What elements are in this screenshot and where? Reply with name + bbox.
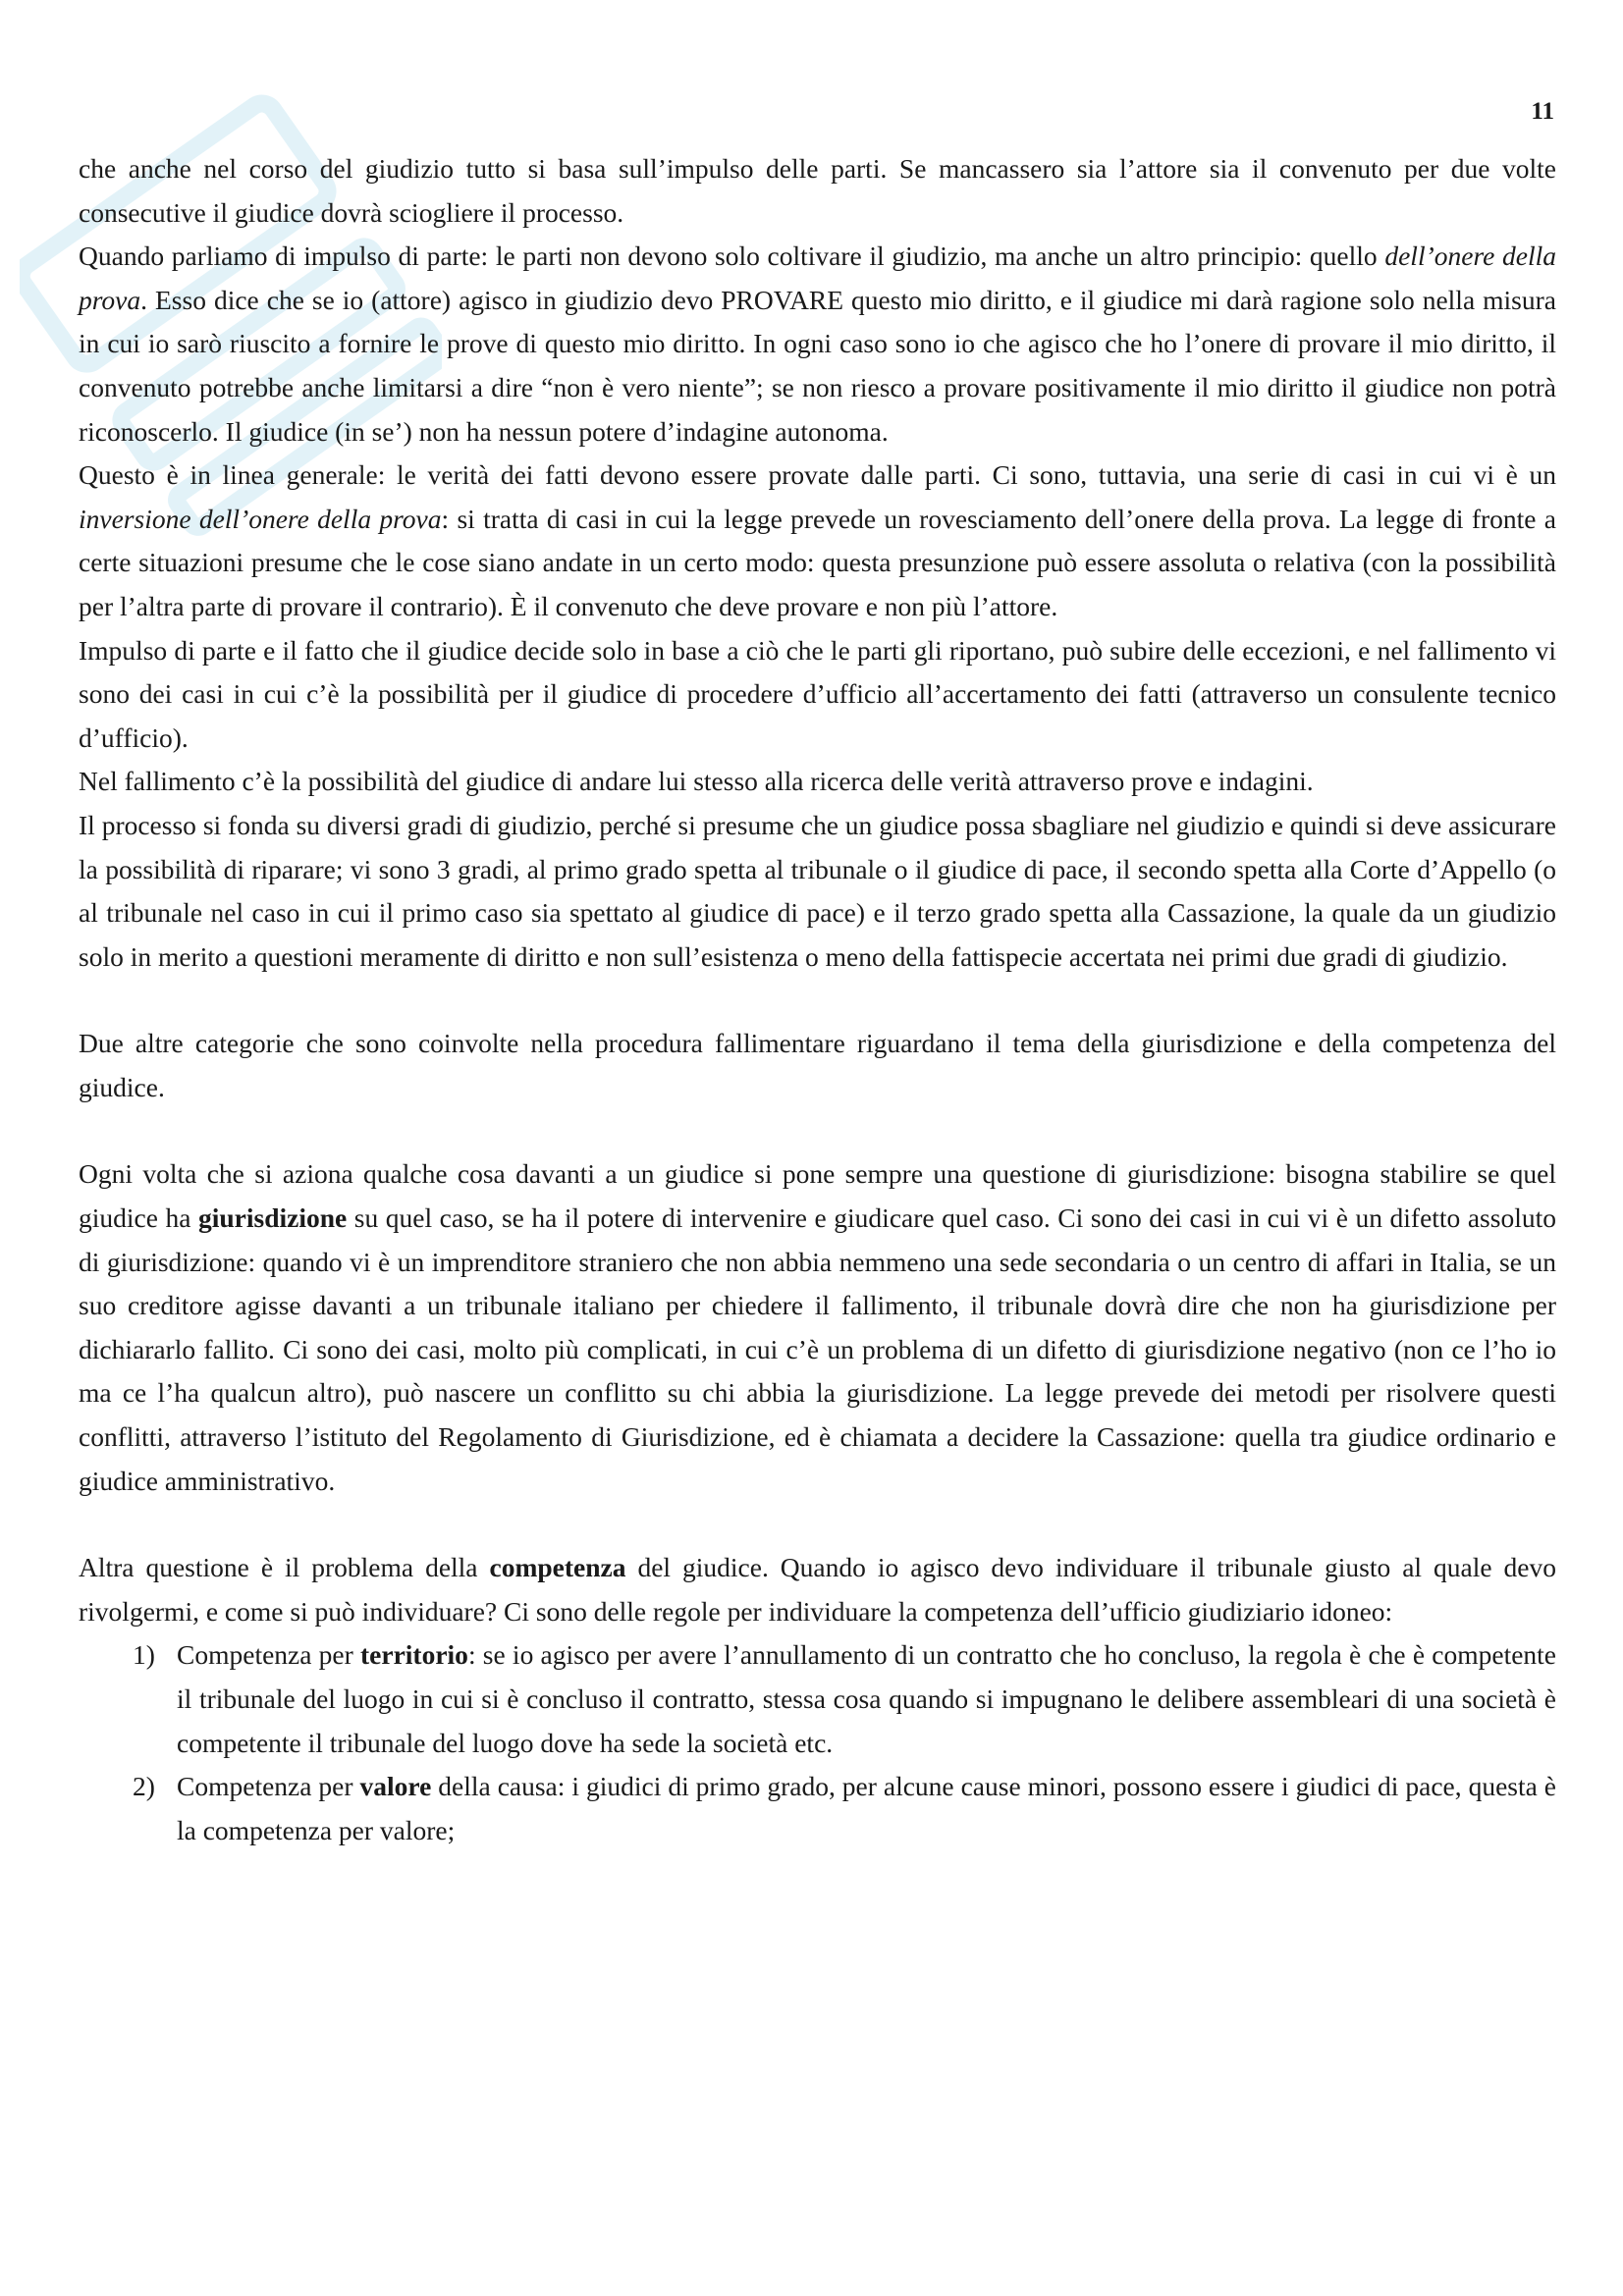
list-text: Competenza per xyxy=(177,1771,360,1802)
paragraph-text: Questo è in linea generale: le verità dei fatti devono essere provate dalle parti. Ci sono, tuttavia, una serie di casi in cui vi è un xyxy=(79,459,1556,491)
list-item xyxy=(79,1633,1556,1765)
paragraph xyxy=(79,235,1556,454)
paragraph: Nel fallimento c’è la possibilità del giudice di andare lui stesso alla ricerca delle verità attraverso prove e indagini. xyxy=(79,766,1314,797)
paragraph xyxy=(79,1152,1556,1503)
paragraph-text: su quel caso, se ha il potere di intervenire e giudicare quel caso. Ci sono dei casi in cui vi è un difetto assoluto di giurisdizione: quando vi è un imprenditore straniero che non abbia nemmeno una sede secondaria o un centro di affari in Italia, se un suo creditore agisse davanti a un tribunale italiano per chiedere il fallimento, il tribunale dovrà dire che non ha giurisdizione per dichiararlo fallito. Ci sono dei casi, molto più complicati, in cui c’è un problema di un difetto di giurisdizione negativo (non ce l’ho io ma ce l’ha qualcun altro), può nascere un conflitto su chi abbia la giurisdizione. La legge prevede dei metodi per risolvere questi conflitti, attraverso l’istituto del Regolamento di Giurisdizione, ed è chiamata a decidere la Cassazione: quella tra giudice ordinario e giudice amministrativo. xyxy=(79,1202,1556,1496)
paragraph: Impulso di parte e il fatto che il giudice decide solo in base a ciò che le parti gli riportano, può subire delle eccezioni, e nel fallimento vi sono dei casi in cui c’è la possibilità per il giudice di procedere d’ufficio all’accertamento dei fatti (attraverso un consulente tecnico d’ufficio). xyxy=(79,634,1556,753)
list-number: 2) xyxy=(133,1771,155,1802)
term-competenza: competenza xyxy=(489,1552,626,1583)
paragraph-text: . Esso dice che se io (attore) agisco in giudizio devo PROVARE questo mio diritto, e il giudice mi darà ragione solo nella misura in cui io sarò riuscito a fornire le prove di questo mio diritto. In ogni caso sono io che agisco che ho l’onere di provare il mio diritto, il convenuto potrebbe anche limitarsi a dire “non è vero niente”; se non riesco a provare positivamente il mio diritto il giudice non potrà riconoscerlo. Il giudice (in se’) non ha nessun potere d’indagine autonoma. xyxy=(79,284,1556,447)
list-number: 1) xyxy=(133,1639,155,1671)
competence-list xyxy=(79,1633,1556,1852)
paragraph: Il processo si fonda su diversi gradi di giudizio, perché si presume che un giudice possa sbagliare nel giudizio e quindi si deve assicurare la possibilità di riparare; vi sono 3 gradi, al primo grado spetta al tribunale o il giudice di pace, il secondo spetta alla Corte d’Appello (o al tribunale nel caso in cui il primo caso sia spettato al giudice di pace) e il terzo grado spetta alla Cassazione, la quale da un giudizio solo in merito a questioni meramente di diritto e non sull’esistenza o meno della fattispecie accertata nei primi due gradi di giudizio. xyxy=(79,809,1556,972)
list-text: Competenza per xyxy=(177,1639,361,1671)
paragraph-text: Ogni volta che si aziona qualche cosa davanti a un giudice si pone sempre una questione di giurisdizione: bisogna stabilire se quel giudice ha xyxy=(79,1158,1556,1234)
term-onere-della-prova: dell’onere della prova xyxy=(79,240,1556,315)
term-giurisdizione: giurisdizione xyxy=(197,1202,348,1234)
term-valore: valore xyxy=(359,1771,432,1802)
list-text: : se io agisco per avere l’annullamento di un contratto che ho concluso, la regola è che è competente il tribunale del luogo in cui si è concluso il contratto, stessa cosa quando si impugnano le delibere assembleari di una società è competente il tribunale del luogo dove ha sede la società etc. xyxy=(177,1639,1557,1758)
paragraph xyxy=(79,1546,1556,1633)
document-body xyxy=(79,147,1556,1852)
term-territorio: territorio xyxy=(360,1639,468,1671)
paragraph-text: : si tratta di casi in cui la legge prevede un rovesciamento dell’onere della prova. La legge di fronte a certe situazioni presume che le cose siano andate in un certo modo: questa presunzione può essere assoluta o relativa (con la possibilità per l’altra parte di provare il contrario). È il convenuto che deve provare e non più l’attore. xyxy=(79,503,1556,621)
list-text: della causa: i giudici di primo grado, per alcune cause minori, possono essere i giudici di pace, questa è la competenza per valore; xyxy=(177,1771,1557,1845)
paragraph xyxy=(79,454,1556,628)
paragraph: che anche nel corso del giudizio tutto si basa sull’impulso delle parti. Se mancassero sia l’attore sia il convenuto per due volte consecutive il giudice dovrà sciogliere il processo. xyxy=(79,153,1556,228)
paragraph: Due altre categorie che sono coinvolte nella procedura fallimentare riguardano il tema della giurisdizione e della competenza del giudice. xyxy=(79,1028,1556,1102)
list-item xyxy=(79,1765,1556,1852)
term-inversione-onere: inversione dell’onere della prova xyxy=(79,503,442,534)
page-number: 11 xyxy=(1531,98,1554,125)
paragraph-text: Altra questione è il problema della xyxy=(79,1552,490,1583)
paragraph-text: Quando parliamo di impulso di parte: le parti non devono solo coltivare il giudizio, ma anche un altro principio: quello xyxy=(79,240,1385,272)
paragraph-text: del giudice. Quando io agisco devo individuare il tribunale giusto al quale devo rivolgermi, e come si può individuare? Ci sono delle regole per individuare la competenza dell’ufficio giudiziario idoneo: xyxy=(79,1552,1556,1627)
